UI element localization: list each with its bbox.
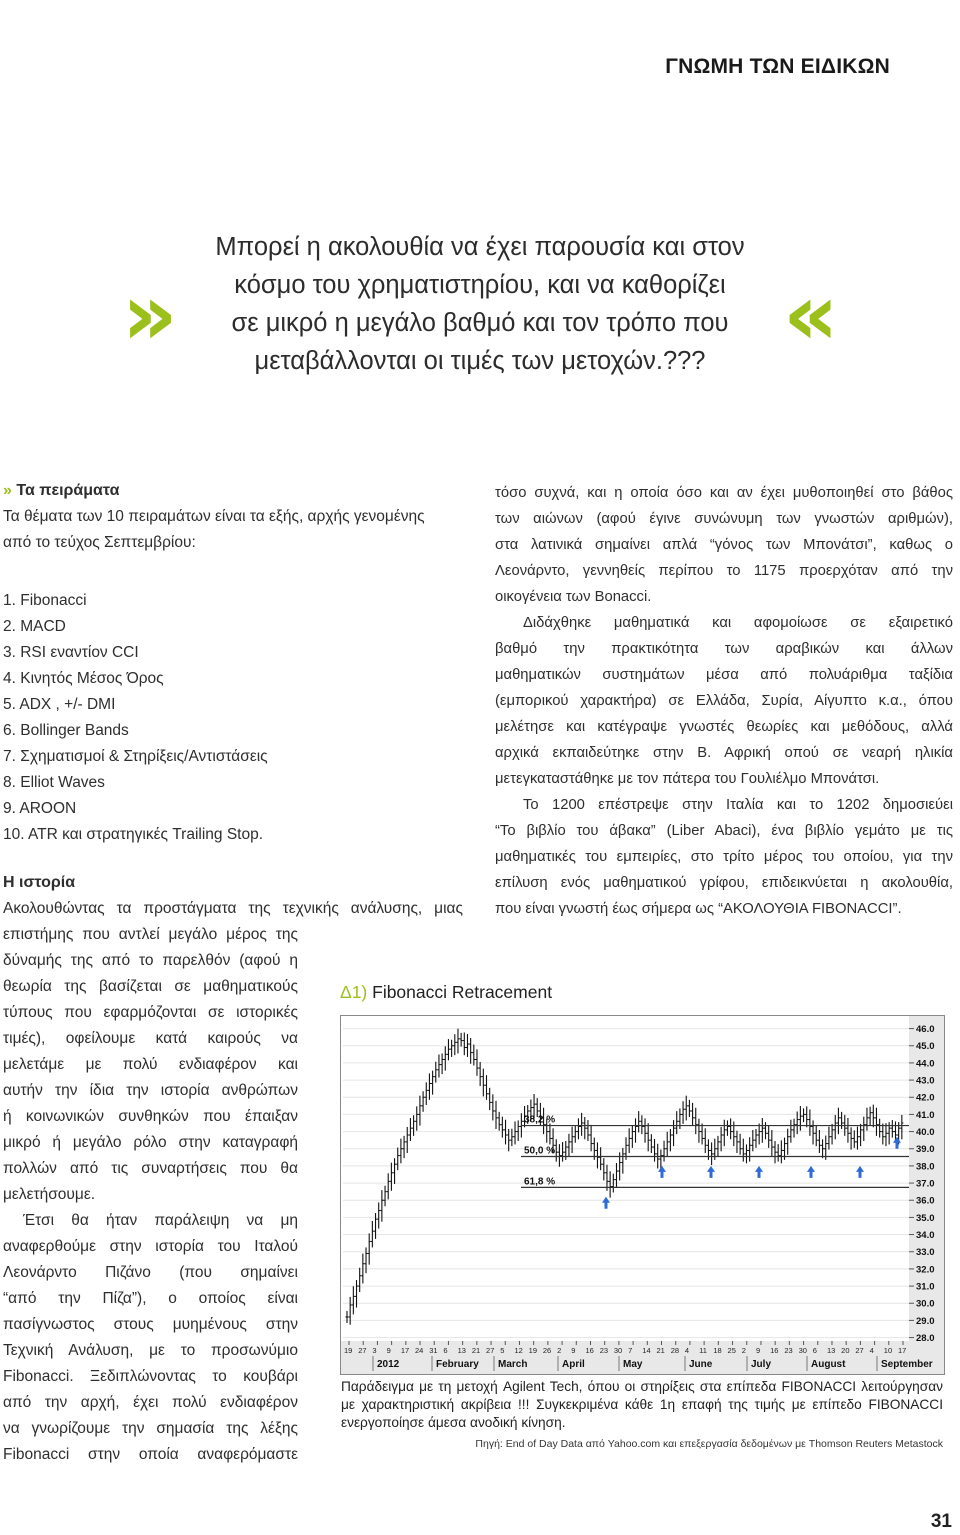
figure-source: Πηγή: End of Day Data από Yahoo.com και επεξεργασία δεδομένων με Thomson Reuters Metastock	[475, 1438, 943, 1450]
list-item: 2. MACD	[3, 618, 66, 635]
text-line: τιμές), οφείλουμε κατά καιρούς να	[3, 1030, 298, 1047]
x-month-label: April	[562, 1359, 585, 1370]
pull-quote-line: Μπορεί η ακολουθία να έχει παρουσία και στον	[215, 233, 745, 261]
text-line: να γνωρίζουμε την σημασία της λέξης	[3, 1420, 298, 1437]
text-line: δύναμής της από το παρελθόν (αφού η	[3, 952, 298, 969]
text-line: Διδάχθηκε μαθηματικά και αφομοίωσε σε εξαιρετικό	[523, 615, 953, 631]
retracement-label: 61,8 %	[524, 1176, 556, 1188]
x-month-label: 2012	[377, 1359, 400, 1370]
text-line: μελέτησε και κατέγραψε γνωστές θεωρίες και μεθόδους, αλλά	[495, 719, 953, 735]
x-tick-label: 25	[727, 1346, 736, 1355]
x-tick-label: 2	[557, 1346, 562, 1355]
history-heading: Η ιστορία	[3, 874, 76, 891]
x-month-label: March	[498, 1359, 528, 1370]
x-tick-label: 7	[628, 1346, 633, 1355]
text-line: Τεχνική Ανάλυση, με το προσωνύμιο	[3, 1342, 298, 1359]
text-line: πασίγνωστος στους μυημένους στην	[3, 1316, 298, 1333]
y-tick-label: 42.0	[916, 1092, 935, 1104]
pull-quote	[180, 228, 780, 380]
x-month-label: June	[689, 1359, 713, 1370]
x-tick-label: 30	[798, 1346, 807, 1355]
pull-quote-line: κόσμο του χρηματιστηρίου, και να καθορίζει	[234, 271, 726, 299]
x-tick-label: 2	[741, 1346, 746, 1355]
x-tick-label: 20	[841, 1346, 850, 1355]
y-tick-label: 36.0	[916, 1195, 935, 1207]
text-line: μαθηματικών συστημάτων μέσα από πολυάριθμα ταξίδια	[495, 667, 953, 683]
x-tick-label: 16	[770, 1346, 779, 1355]
x-tick-label: 19	[344, 1346, 353, 1355]
list-item: 10. ATR και στρατηγικές Trailing Stop.	[3, 826, 264, 843]
text-line: στα λατινικά σημαίνει απλά “γόνος των Μπονάτσι”, καθως ο	[495, 537, 953, 553]
experiments-list	[3, 588, 473, 848]
list-item: 6. Bollinger Bands	[3, 722, 129, 739]
y-tick-label: 32.0	[916, 1264, 935, 1276]
chart-svg	[341, 1016, 944, 1374]
x-tick-label: 18	[713, 1346, 722, 1355]
open-quote-mark: »	[122, 265, 178, 365]
text-line: Λεονάρντο, γεννηθείς περίπου το 1175 προερχόταν από την	[495, 563, 953, 579]
y-tick-label: 35.0	[916, 1212, 935, 1224]
fibonacci-chart	[340, 1015, 945, 1375]
text-line: αρχικά εκπαιδεύτηκε στην Β. Αφρική οπού σε νεαρή ηλικία	[495, 745, 953, 761]
text-line: των αιώνων (αφού έγινε συνώνυμη των γνωστών αριθμών),	[495, 511, 953, 527]
pull-quote-line: μεταβάλλονται οι τιμές των μετοχών.???	[254, 347, 706, 375]
text-line: μελετήσουμε.	[3, 1186, 96, 1203]
text-line: Έτσι θα ήταν παράλειψη να μη	[23, 1212, 298, 1229]
y-tick-label: 46.0	[916, 1024, 935, 1036]
x-tick-label: 26	[542, 1346, 552, 1355]
x-tick-label: 23	[599, 1346, 609, 1355]
retracement-label: 38,2 %	[524, 1114, 556, 1126]
section-title: ΓΝΩΜΗ ΤΩΝ ΕΙΔΙΚΩΝ	[665, 55, 890, 78]
text-line: μαθηματικές του εμπειρίες, στο τρίτο μέρος του οποίου, για την	[495, 849, 953, 865]
x-month-label: February	[436, 1359, 479, 1370]
support-arrow-icon	[658, 1166, 666, 1178]
list-item: 9. AROON	[3, 800, 77, 817]
experiments-heading: Τα πειράματα	[16, 482, 120, 499]
figure-label: Δ1)	[340, 982, 368, 1002]
x-tick-label: 24	[415, 1346, 424, 1355]
x-tick-label: 6	[812, 1346, 817, 1355]
y-tick-label: 44.0	[916, 1058, 935, 1070]
text-line: “Το βιβλίο του άβακα” (Liber Abaci), ένα βιβλίο γεμάτο με τις	[495, 823, 953, 839]
figure-title-text: Fibonacci Retracement	[372, 982, 553, 1002]
text-line: αυτήν την ίδια την ιστορία ανθρώπων	[3, 1082, 298, 1099]
history-body	[3, 922, 298, 1468]
x-tick-label: 23	[784, 1346, 793, 1355]
x-tick-label: 31	[429, 1346, 438, 1355]
x-tick-label: 14	[642, 1346, 651, 1355]
y-tick-label: 43.0	[916, 1075, 935, 1087]
list-item: 4. Κινητός Μέσος Όρος	[3, 670, 164, 687]
list-item: 8. Elliot Waves	[3, 774, 105, 791]
y-tick-label: 40.0	[916, 1127, 935, 1139]
x-tick-label: 5	[500, 1346, 505, 1355]
support-arrow-icon	[755, 1166, 763, 1178]
text-line: Λεονάρντο Πιζάνο (που σημαίνει	[3, 1264, 298, 1281]
text-line: βαθμό την πρακτικότητα των αραβικών και άλλων	[495, 641, 953, 657]
text-line: επίλυση ενός μαθηματικού γρίφου, επιδεικνύεται η ακολουθία,	[495, 875, 953, 891]
experiments-intro-line: Τα θέματα των 10 πειραμάτων είναι τα εξής, αρχής γενομένης	[3, 508, 425, 525]
x-tick-label: 21	[471, 1346, 481, 1355]
y-tick-label: 31.0	[916, 1281, 935, 1293]
close-quote-mark: «	[783, 265, 839, 365]
text-line: οικογένεια των Bonacci.	[495, 589, 652, 605]
text-line: από την αρχή, έχει πολύ ενδιαφέρον	[3, 1394, 298, 1411]
x-tick-label: 16	[585, 1346, 594, 1355]
support-arrow-icon	[807, 1166, 815, 1178]
text-line: Fibonacci στην οποία αναφερόμαστε	[3, 1446, 298, 1463]
y-tick-label: 39.0	[916, 1144, 935, 1156]
support-arrow-icon	[707, 1166, 715, 1178]
x-tick-label: 6	[443, 1346, 448, 1355]
x-tick-label: 13	[826, 1346, 836, 1355]
y-tick-label: 41.0	[916, 1109, 935, 1121]
y-tick-label: 34.0	[916, 1230, 935, 1242]
x-tick-label: 11	[699, 1346, 707, 1355]
x-tick-label: 9	[755, 1346, 761, 1355]
figure-title	[340, 982, 552, 1003]
text-line: που είναι γνωστή έως σήμερα ως “ΑΚΟΛΟΥΘΙΑ FIBONACCI”.	[495, 901, 902, 917]
y-tick-label: 38.0	[916, 1161, 935, 1173]
text-line: τύπους που εφαρμόζονται σε ιστορικές	[3, 1004, 298, 1021]
x-tick-label: 27	[358, 1346, 367, 1355]
text-line: θεωρία της βασίζεται σε μαθηματικούς	[3, 978, 298, 995]
text-line: “από την Πίζα”), ο οποίος είναι	[3, 1290, 298, 1307]
text-line: μετεγκαταστάθηκε με τον πάτερα του Γουλιέλμο Μπονάτσι.	[495, 771, 880, 787]
x-month-label: September	[881, 1359, 933, 1370]
list-item: 1. Fibonacci	[3, 592, 87, 609]
x-tick-label: 21	[656, 1346, 665, 1355]
x-tick-label: 9	[386, 1346, 391, 1355]
history-section	[3, 870, 463, 922]
y-tick-label: 45.0	[916, 1041, 935, 1053]
support-arrow-icon	[602, 1197, 610, 1209]
x-tick-label: 4	[869, 1346, 874, 1355]
text-line: ή κοινωνικών συνθηκών που έπαιξαν	[3, 1108, 298, 1125]
x-tick-label: 27	[855, 1346, 864, 1355]
y-tick-label: 30.0	[916, 1298, 935, 1310]
x-tick-label: 17	[400, 1346, 410, 1355]
pull-quote-line: σε μικρό η μεγάλο βαθμό και τον τρόπο που	[231, 309, 729, 337]
x-tick-label: 10	[883, 1346, 893, 1355]
y-tick-label: 37.0	[916, 1178, 935, 1190]
text-line: (εμπορικού χαρακτήρα) σε Ελλάδα, Συρία, Αίγυπτο κ.α., όπου	[495, 693, 953, 709]
list-item: 3. RSI εναντίον CCI	[3, 644, 139, 661]
y-tick-label: 33.0	[916, 1247, 935, 1259]
page-number: 31	[930, 1511, 952, 1532]
figure-caption: Παράδειγμα με τη μετοχή Agilent Tech, όπου οι στηρίξεις στα επίπεδα FIBONACCI λειτούργησαν με χαρακτηριστική ακρίβεια !!! Συγκεκριμένα κάθε 1η επαφή της τιμής με επίπεδο FIBONACCI ενεργοποίησε άμεσα ανοδική κίνηση.	[341, 1379, 943, 1430]
support-arrow-icon	[856, 1166, 864, 1178]
text-line: Το 1200 επέστρεψε στην Ιταλία και το 1202 δημοσιεύει	[523, 797, 953, 813]
text-line: αναφερθούμε στην ιστορία του Ιταλού	[3, 1238, 298, 1255]
text-line: Fibonacci. Ξεδιπλώνοντας το κουβάρι	[3, 1368, 298, 1385]
text-line: τόσο συχνά, και η οποία όσο και αν έχει μυθοποιηθεί στο βάθος	[495, 485, 953, 501]
history-first-line: Ακολουθώντας τα προστάγματα της τεχνικής ανάλυσης, μιας	[3, 900, 463, 917]
x-tick-label: 19	[528, 1346, 538, 1355]
x-tick-label: 13	[457, 1346, 466, 1355]
x-tick-label: 28	[670, 1346, 680, 1355]
x-tick-label: 9	[571, 1346, 576, 1355]
x-tick-label: 27	[486, 1346, 495, 1355]
text-line: μελετάμε με πολύ ενδιαφέρον και	[3, 1056, 298, 1073]
experiments-intro-line: από το τεύχος Σεπτεμβρίου:	[3, 534, 196, 551]
experiments-section	[3, 478, 473, 848]
list-item: 5. ADX , +/- DMI	[3, 696, 116, 713]
x-tick-label: 3	[372, 1346, 377, 1355]
x-month-label: July	[751, 1359, 772, 1370]
y-tick-label: 29.0	[916, 1315, 935, 1327]
section-arrow-icon: »	[3, 482, 12, 499]
text-line: επιστήμης που αντλεί μεγάλο μέρος της	[3, 926, 298, 943]
y-tick-label: 28.0	[916, 1333, 935, 1345]
x-month-label: August	[811, 1359, 846, 1370]
x-month-label: May	[623, 1359, 643, 1370]
text-line: μικρό ή μεγάλο ρόλο στην καταγραφή	[3, 1134, 298, 1151]
right-column	[495, 480, 953, 922]
text-line: πολλών από τις συναρτήσεις που θα	[3, 1160, 298, 1177]
x-tick-label: 17	[898, 1346, 907, 1355]
retracement-label: 50,0 %	[524, 1145, 556, 1157]
list-item: 7. Σχηματισμοί & Στηρίξεις/Αντιστάσεις	[3, 748, 268, 765]
support-arrow-icon	[893, 1137, 901, 1149]
x-tick-label: 30	[613, 1346, 623, 1355]
x-tick-label: 4	[684, 1346, 690, 1355]
x-tick-label: 12	[514, 1346, 523, 1355]
